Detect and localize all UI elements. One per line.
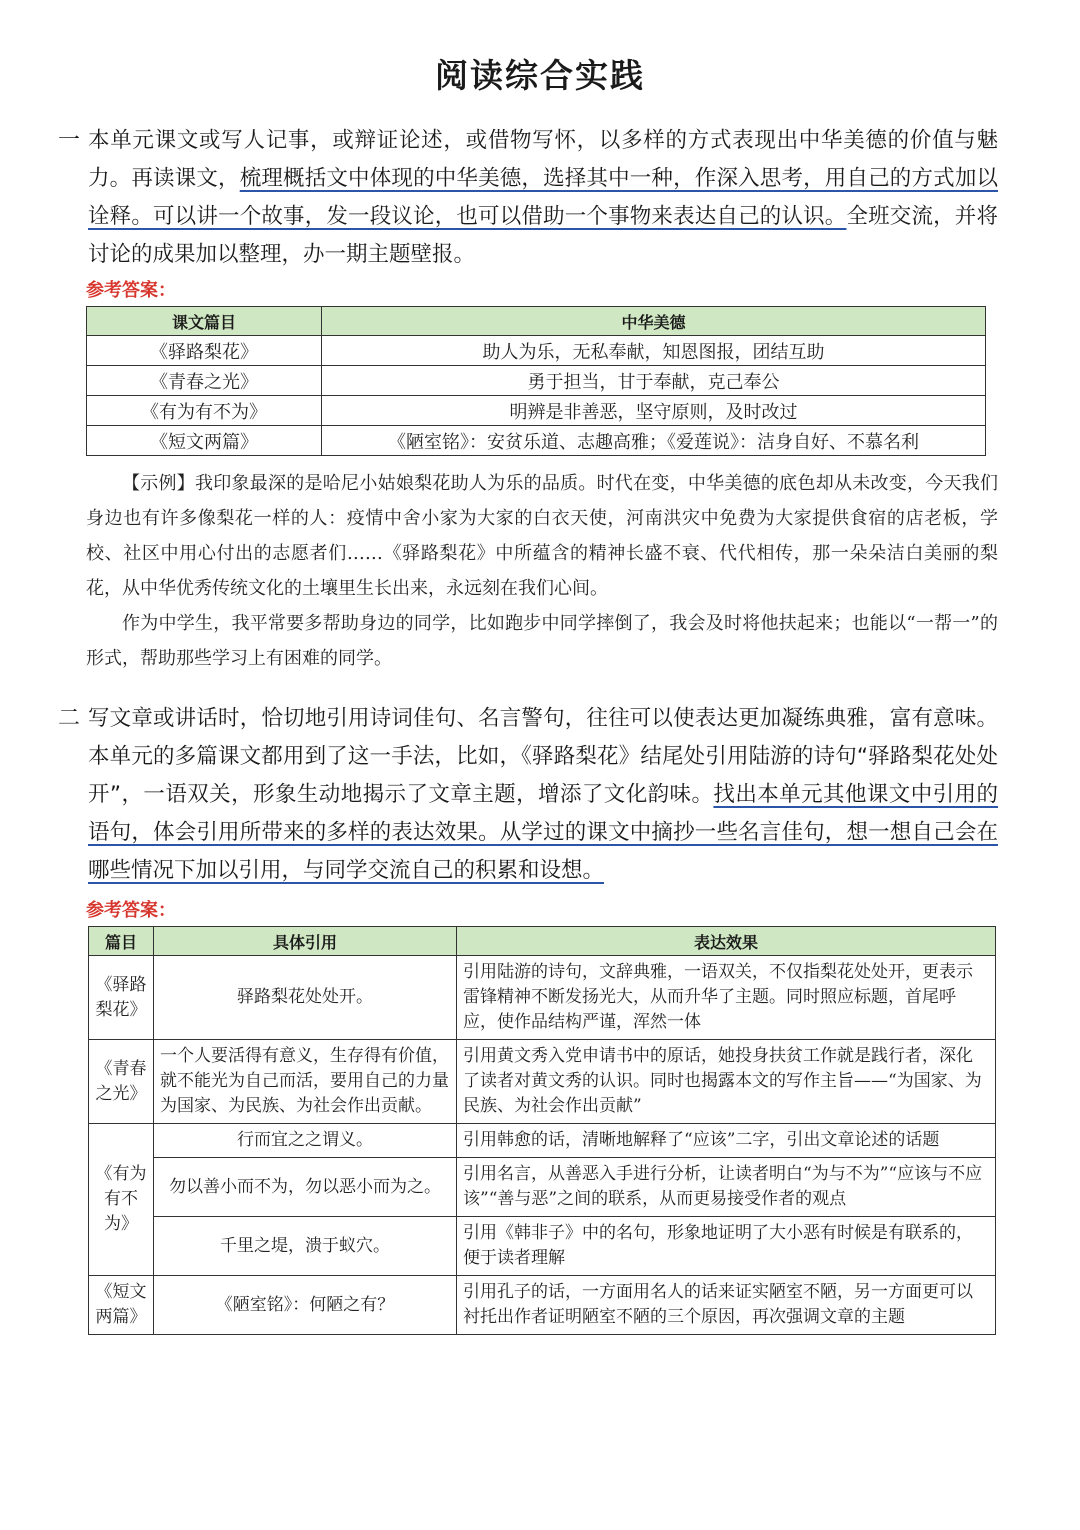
section-2-text-a: 写文章或讲话时，恰切地引用诗词佳句、名言警句，往往可以使表达更加凝练典雅，富有意味。本单元的多篇课文都用到了这一手法，比如，《驿路梨花》结尾处引用陆游的诗句“驿路梨花处处开”，一语双关，形象生动地揭示了文章主题，增添了文化韵味。	[88, 706, 998, 807]
table-cell-effect: 引用韩愈的话，清晰地解释了“应该”二字，引出文章论述的话题	[457, 1124, 996, 1158]
section-2-reference-label: 参考答案：	[86, 900, 176, 921]
section-1-number: 一	[58, 128, 81, 153]
table-cell-effect: 引用孔子的话，一方面用名人的话来证实陋室不陋，另一方面更可以衬托出作者证明陋室不陋的三个原因，再次强调文章的主题	[457, 1276, 996, 1335]
section-1-text-b: 全班交流，并将讨论的成果加以整理，办一期主题壁报。	[88, 204, 998, 267]
page-title: 阅读综合实践	[435, 56, 645, 95]
table-row	[87, 336, 986, 366]
table-row	[89, 1276, 996, 1335]
table-cell: 《短文两篇》	[87, 426, 322, 456]
section-2	[58, 700, 998, 1335]
section-2-text-underlined: 找出本单元其他课文中引用的语句，体会引用所带来的多样的表达效果。从学过的课文中摘抄一些名言佳句，想一想自己会在哪些情况下加以引用，与同学交流自己的积累和设想。	[88, 782, 998, 883]
table-cell: 勇于担当，甘于奉献，克己奉公	[322, 366, 986, 396]
table-cell-quote: 勿以善小而不为，勿以恶小而为之。	[154, 1158, 457, 1217]
table-row	[89, 956, 996, 1040]
table-header: 具体引用	[154, 927, 457, 956]
section-1	[58, 122, 998, 676]
example-answer	[86, 466, 998, 676]
table-cell-quote: 《陋室铭》：何陋之有？	[154, 1276, 457, 1335]
table-cell: 《有为有不为》	[87, 396, 322, 426]
section-2-number: 二	[58, 706, 81, 731]
table-cell-title: 《短文两篇》	[89, 1276, 154, 1335]
table-cell: 《青春之光》	[87, 366, 322, 396]
section-1-prompt	[88, 122, 998, 274]
table-row	[89, 1040, 996, 1124]
example-paragraph: 作为中学生，我平常要多帮助身边的同学，比如跑步中同学摔倒了，我会及时将他扶起来；也能以“一帮一”的形式，帮助那些学习上有困难的同学。	[86, 613, 998, 669]
table-cell-quote: 千里之堤，溃于蚁穴。	[154, 1217, 457, 1276]
table-cell-effect: 引用陆游的诗句，文辞典雅，一语双关，不仅指梨花处处开，更表示雷锋精神不断发扬光大，从而升华了主题。同时照应标题，首尾呼应，使作品结构严谨，浑然一体	[457, 956, 996, 1040]
table-cell-effect: 引用《韩非子》中的名句，形象地证明了大小恶有时候是有联系的，便于读者理解	[457, 1217, 996, 1276]
section-1-text-underlined: 梳理概括文中体现的中华美德，选择其中一种，作深入思考，用自己的方式加以诠释。可以讲一个故事，发一段议论，也可以借助一个事物来表达自己的认识。	[88, 166, 998, 229]
section-1-reference-label: 参考答案：	[86, 280, 176, 301]
quotations-table	[88, 926, 996, 1335]
table-row	[89, 1124, 996, 1158]
table-header: 中华美德	[322, 307, 986, 336]
table-cell: 助人为乐，无私奉献，知恩图报，团结互助	[322, 336, 986, 366]
table-header-row	[87, 307, 986, 336]
table-header: 篇目	[89, 927, 154, 956]
table-cell: 《陋室铭》：安贫乐道、志趣高雅；《爱莲说》：洁身自好、不慕名利	[322, 426, 986, 456]
table-cell-quote: 行而宜之之谓义。	[154, 1124, 457, 1158]
table-cell-quote: 一个人要活得有意义，生存得有价值，就不能光为自己而活，要用自己的力量为国家、为民族、为社会作出贡献。	[154, 1040, 457, 1124]
table-cell-title: 《青春之光》	[89, 1040, 154, 1124]
section-2-prompt	[88, 700, 998, 890]
table-cell: 《驿路梨花》	[87, 336, 322, 366]
virtues-table	[86, 306, 986, 456]
table-cell-quote: 驿路梨花处处开。	[154, 956, 457, 1040]
section-1-text-a: 本单元课文或写人记事，或辩证论述，或借物写怀，以多样的方式表现出中华美德的价值与魅力。再读课文，	[88, 128, 998, 191]
table-cell-title: 《驿路梨花》	[89, 956, 154, 1040]
example-paragraph: 【示例】我印象最深的是哈尼小姑娘梨花助人为乐的品质。时代在变，中华美德的底色却从未改变，今天我们身边也有许多像梨花一样的人：疫情中舍小家为大家的白衣天使，河南洪灾中免费为大家提供食宿的店老板，学校、社区中用心付出的志愿者们……《驿路梨花》中所蕴含的精神长盛不衰、代代相传，那一朵朵洁白美丽的梨花，从中华优秀传统文化的土壤里生长出来，永远刻在我们心间。	[86, 473, 998, 599]
table-row	[87, 396, 986, 426]
table-row	[87, 426, 986, 456]
table-row	[89, 1158, 996, 1217]
table-cell: 明辨是非善恶，坚守原则，及时改过	[322, 396, 986, 426]
table-cell-effect: 引用黄文秀入党申请书中的原话，她投身扶贫工作就是践行者，深化了读者对黄文秀的认识。同时也揭露本文的写作主旨——“为国家、为民族、为社会作出贡献”	[457, 1040, 996, 1124]
table-cell-effect: 引用名言，从善恶入手进行分析，让读者明白“为与不为”“应该与不应该”“善与恶”之间的联系，从而更易接受作者的观点	[457, 1158, 996, 1217]
table-header-row	[89, 927, 996, 956]
table-row	[87, 366, 986, 396]
table-header: 课文篇目	[87, 307, 322, 336]
table-header: 表达效果	[457, 927, 996, 956]
table-row	[89, 1217, 996, 1276]
table-cell-title: 《有为有不为》	[89, 1124, 154, 1276]
